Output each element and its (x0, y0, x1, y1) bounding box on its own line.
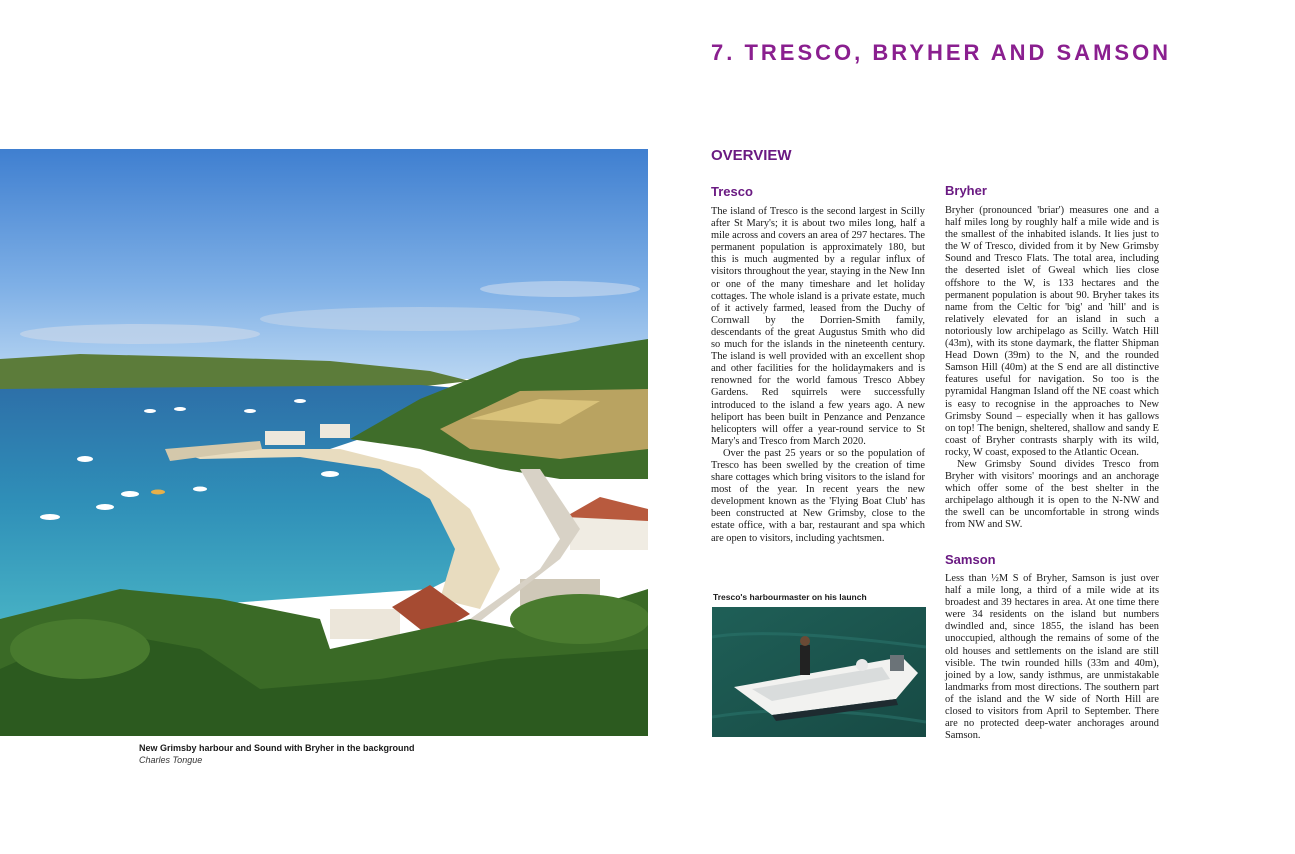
bryher-paragraph: New Grimsby Sound divides Tresco from Bryher with visitors' moorings and an anchorage which offer some of the best shelter in the archipelago although it is open to the N-NW and the swell can be uncomfortable in strong winds from NW and SW. (945, 458, 1159, 531)
bryher-heading: Bryher (945, 183, 987, 198)
boat-caption: Tresco's harbourmaster on his launch (713, 592, 867, 602)
tresco-text (711, 206, 925, 545)
bryher-paragraph: Bryher (pronounced 'briar') measures one and a half miles long by roughly half a mile wide and is the smallest of the inhabited islands. It lies just to the W of Tresco, divided from it by New Grimsby Sound and Tresco Flats. The total area, including the deserted islet of Gweal which lies close offshore to the W, is 133 hectares and the permanent population is about 90. Bryher takes its name from the Celtic for 'big' and 'hill' and is relatively elevated for an island in such a notoriously low archipelago as Scilly. Watch Hill (43m), with its stone daymark, the flatter Shipman Head Down (39m) to the N, and the rounded Samson Hill (40m) at the S end are all distinctive features useful for navigation. So too is the pyramidal Hangman Island off the NE coast which is easy to recognise in the approaches to New Grimsby Sound – especially when it has gallows on top! The benign, sheltered, shallow and sandy E coast of Bryher contrasts sharply with its wild, rocky, W coast, exposed to the Atlantic Ocean. (945, 205, 1159, 458)
photo-credit: Charles Tongue (139, 755, 203, 765)
samson-heading: Samson (945, 552, 996, 567)
chapter-title: 7. TRESCO, BRYHER AND SAMSON (711, 40, 1172, 65)
samson-paragraph: Less than ½M S of Bryher, Samson is just over half a mile long, a third of a mile wide at its broadest and 39 hectares in area. At one time there were 34 residents on the island but numbers dwindled and, since 1855, the island has been unoccupied, although the remains of some of the old houses and settlements on the island are still visible. The twin rounded hills (33m and 40m), joined by a low, sandy isthmus, are unmistakable landmarks from most directions. The southern part of the island and the W side of North Hill are closed to visitors from April to September. There are no protected deep-water anchorages around Samson. (945, 573, 1159, 742)
overview-heading: OVERVIEW (711, 147, 792, 164)
boat-photo (712, 607, 926, 737)
photo-caption: New Grimsby harbour and Sound with Bryher in the background (139, 743, 415, 753)
tresco-paragraph: Over the past 25 years or so the population of Tresco has been swelled by the creation of time share cottages which bring visitors to the island for most of the year. In recent years the new development known as the 'Flying Boat Club' has been constructed at New Grimsby, close to the estate office, with a bar, restaurant and spa which are open to visitors, including yachtsmen. (711, 447, 925, 544)
tresco-heading: Tresco (711, 184, 753, 199)
bryher-text (945, 205, 1159, 532)
harbour-photo (0, 149, 648, 736)
tresco-paragraph: The island of Tresco is the second largest in Scilly after St Mary's; it is about two miles long, half a mile across and covers an area of 297 hectares. The permanent population is approximately 180, but this is much augmented by a regular influx of visitors throughout the year, staying in the New Inn or one of the many timeshare and let holiday cottages. The whole island is a private estate, much of it actively farmed, leased from the Duchy of Cornwall by the Dorrien-Smith family, descendants of the great Augustus Smith who did so much for the islands in the nineteenth century. The island is well provided with an excellent shop and other facilities for the holidaymakers and is renowned for the world famous Tresco Abbey Gardens. Red squirrels were successfully introduced to the island a few years ago. A new heliport has been built in Penzance and Penzance helicopters will offer a year-round service to St Mary's and Tresco from March 2020. (711, 206, 925, 447)
samson-text (945, 573, 1159, 742)
